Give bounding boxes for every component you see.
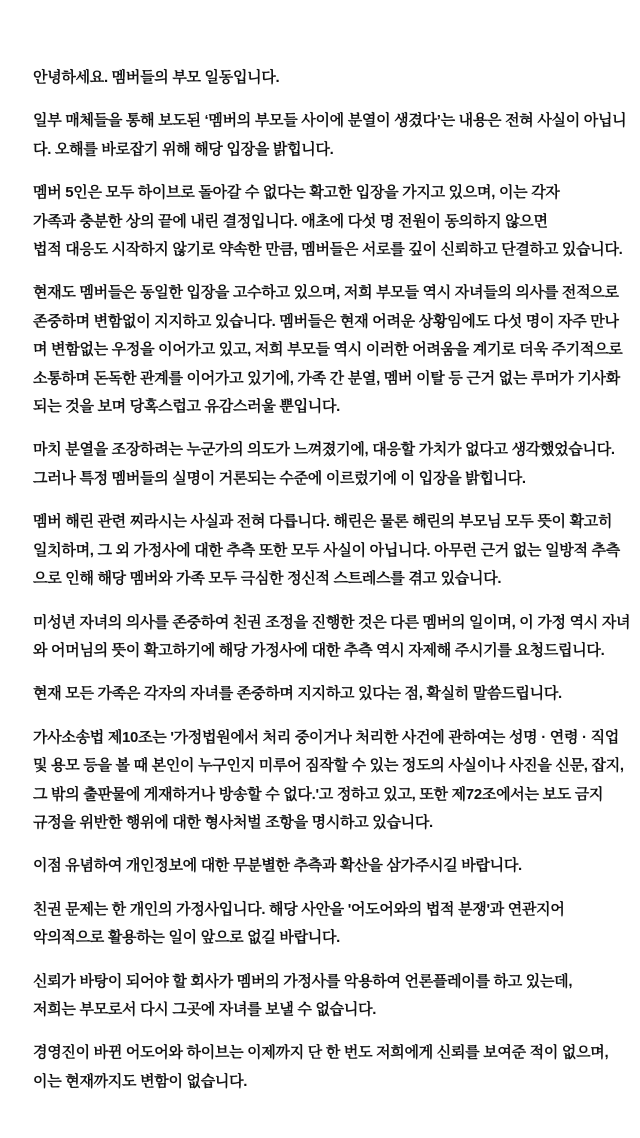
- statement-line: 안녕하세요. 멤버들의 부모 일동입니다.: [33, 69, 280, 86]
- statement-line: 미성년 자녀의 의사를 존중하여 친권 조정을 진행한 것은 다른 멤버의 일이며, 이 가정 역시 자녀: [33, 613, 631, 631]
- statement-line: 이는 현재까지도 변함이 없습니다.: [33, 1072, 248, 1090]
- statement-line: 며 변함없는 우정을 이어가고 있고, 저희 부모들 역시 이러한 어려움을 계기로 더욱 주기적으로: [33, 341, 623, 359]
- statement-line: 친권 문제는 한 개인의 가정사입니다. 해당 사안을 '어도어와의 법적 분쟁'과 연관지어: [33, 900, 565, 918]
- statement-paragraph: [33, 436, 616, 493]
- statement-line: 이점 유념하여 개인정보에 대한 무분별한 추측과 확산을 삼가주시길 바랍니다.: [33, 857, 522, 875]
- statement-line: 악의적으로 활용하는 일이 앞으로 없길 바랍니다.: [33, 929, 341, 947]
- statement-line: 법적 대응도 시작하지 않기로 약속한 만큼, 멤버들은 서로를 깊이 신뢰하고 단결하고 있습니다.: [33, 241, 623, 259]
- statement-paragraph: [33, 64, 616, 92]
- statement-line: 신뢰가 바탕이 되어야 할 회사가 멤버의 가정사를 악용하여 언론플레이를 하고 있는데,: [33, 972, 573, 990]
- statement-paragraph: [33, 179, 623, 264]
- statement-line: 일부 매체들을 통해 보도된 ‘멤버의 부모들 사이에 분열이 생겼다’는 내용은 전혀 사실이 아닙니: [33, 112, 627, 130]
- statement-line: 으로 인해 해당 멤버와 가족 모두 극심한 정신적 스트레스를 겪고 있습니다.: [33, 570, 502, 588]
- statement-line: 가사소송법 제10조는 '가정법원에서 처리 중이거나 처리한 사건에 관하여는 성명 · 연령 · 직업: [33, 728, 619, 746]
- statement-line: 규정을 위반한 행위에 대한 형사처벌 조항을 명시하고 있습니다.: [33, 813, 433, 831]
- statement-line: 경영진이 바뀐 어도어와 하이브는 이제까지 단 한 번도 저희에게 신뢰를 보여준 적이 없으며,: [33, 1044, 609, 1062]
- statement-line: 현재도 멤버들은 동일한 입장을 고수하고 있으며, 저희 부모들 역시 자녀들의 의사를 전적으로: [33, 284, 619, 302]
- statement-line: 멤버 해린 관련 찌라시는 사실과 전혀 다릅니다. 해린은 물론 해린의 부모님 모두 뜻이 확고히: [33, 513, 613, 531]
- statement-line: 와 어머님의 뜻이 확고하기에 해당 가정사에 대한 추측 역시 자제해 주시기를 요청드립니다.: [33, 641, 605, 659]
- statement-line: 일치하며, 그 외 가정사에 대한 추측 또한 모두 사실이 아닙니다. 아무런 근거 없는 일방적 추측: [33, 541, 620, 559]
- statement-line: 저희는 부모로서 다시 그곳에 자녀를 보낼 수 없습니다.: [33, 1000, 377, 1018]
- statement-paragraph: [33, 680, 616, 708]
- statement-paragraph: [33, 852, 616, 880]
- statement-line: 및 용모 등을 볼 때 본인이 누구인지 미루어 짐작할 수 있는 정도의 사실이나 사진을 신문, 잡지,: [33, 757, 624, 775]
- statement-paragraph: [33, 968, 616, 1025]
- statement-line: 소통하며 돈독한 관계를 이어가고 있기에, 가족 간 분열, 멤버 이탈 등 근거 없는 루머가 기사화: [33, 369, 620, 387]
- statement-line: 현재 모든 가족은 각자의 자녀를 존중하며 지지하고 있다는 점, 확실히 말씀드립니다.: [33, 685, 562, 703]
- statement-paragraph: [33, 508, 620, 593]
- statement-paragraph: [33, 279, 623, 421]
- statement-line: 되는 것을 보며 당혹스럽고 유감스러울 뿐입니다.: [33, 398, 341, 416]
- statement-paragraph: [33, 107, 627, 164]
- statement-paragraph: [33, 724, 624, 838]
- statement-line: 다. 오해를 바로잡기 위해 해당 입장을 밝힙니다.: [33, 140, 334, 158]
- statement-line: 그러나 특정 멤버들의 실명이 거론되는 수준에 이르렀기에 이 입장을 밝힙니다.: [33, 469, 526, 487]
- statement-line: 그 밖의 출판물에 게재하거나 방송할 수 없다.'고 정하고 있고, 또한 제72조에서는 보도 금지: [33, 785, 604, 803]
- statement-paragraph: [33, 896, 616, 953]
- statement-paragraph: [33, 1039, 616, 1096]
- statement-paragraph: [33, 609, 631, 666]
- statement-line: 멤버 5인은 모두 하이브로 돌아갈 수 없다는 확고한 입장을 가지고 있으며, 이는 각자: [33, 184, 560, 202]
- statement-line: 가족과 충분한 상의 끝에 내린 결정입니다. 애초에 다섯 명 전원이 동의하지 않으면: [33, 212, 548, 230]
- statement-line: 존중하며 변함없이 지지하고 있습니다. 멤버들은 현재 어려운 상황임에도 다섯 명이 자주 만나: [33, 312, 619, 330]
- statement-line: 마치 분열을 조장하려는 누군가의 의도가 느껴졌기에, 대응할 가치가 없다고 생각했었습니다.: [33, 441, 615, 459]
